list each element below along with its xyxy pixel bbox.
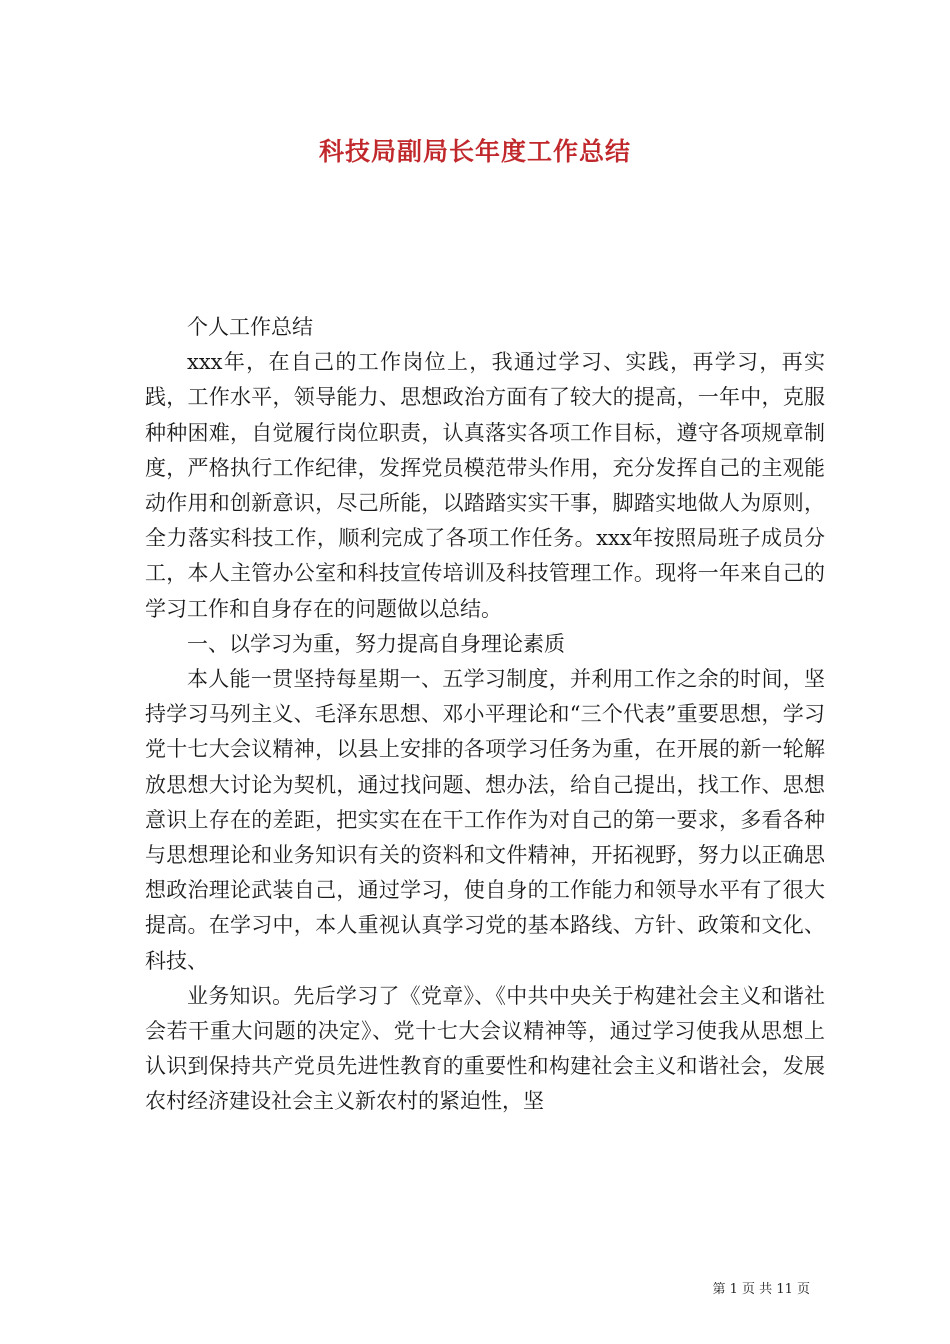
paragraph-study: 本人能一贯坚持每星期一、五学习制度，并利用工作之余的时间，坚持学习马列主义、毛泽东思想、邓小平理论和“三个代表”重要思想，学习党十七大会议精神，以县上安排的各项学习任务为重，在开展的新一轮解放思想大讨论为契机，通过找问题、想办法，给自己提出，找工作、思想意识上存在的差距，把实实在在干工作作为对自己的第一要求，多看各种与思想理论和业务知识有关的资料和文件精神，开拓视野，努力以正确思想政治理论武装自己，通过学习，使自身的工作能力和领导水平有了很大提高。在学习中，本人重视认真学习党的基本路线、方针、政策和文化、科技、 <box>145 667 825 973</box>
paragraph-intro: xxx年，在自己的工作岗位上，我通过学习、实践，再学习，再实践，工作水平，领导能力、思想政治方面有了较大的提高，一年中，克服种种困难，自觉履行岗位职责，认真落实各项工作目标，遵守各项规章制度，严格执行工作纪律，发挥党员模范带头作用，充分发挥自己的主观能动作用和创新意识，尽己所能，以踏踏实实干事，脚踏实地做人为原则，全力落实科技工作，顺利完成了各项工作任务。xxx年按照局班子成员分工，本人主管办公室和科技宣传培训及科技管理工作。现将一年来自己的学习工作和自身存在的问题做以总结。 <box>145 350 825 621</box>
page-number: 第 1 页 共 11 页 <box>712 1282 810 1297</box>
section-heading-personal-summary: 个人工作总结 <box>187 315 313 339</box>
document-body <box>145 310 825 1120</box>
section-heading-study: 一、以学习为重，努力提高自身理论素质 <box>187 631 565 656</box>
paragraph-business-knowledge: 业务知识。先后学习了《党章》、《中共中央关于构建社会主义和谐社会若干重大问题的决定》、党十七大会议精神等，通过学习使我从思想上认识到保持共产党员先进性教育的重要性和构建社会主义和谐社会，发展农村经济建设社会主义新农村的紧迫性，坚 <box>145 983 825 1114</box>
page-title: 科技局副局长年度工作总结 <box>318 137 631 166</box>
